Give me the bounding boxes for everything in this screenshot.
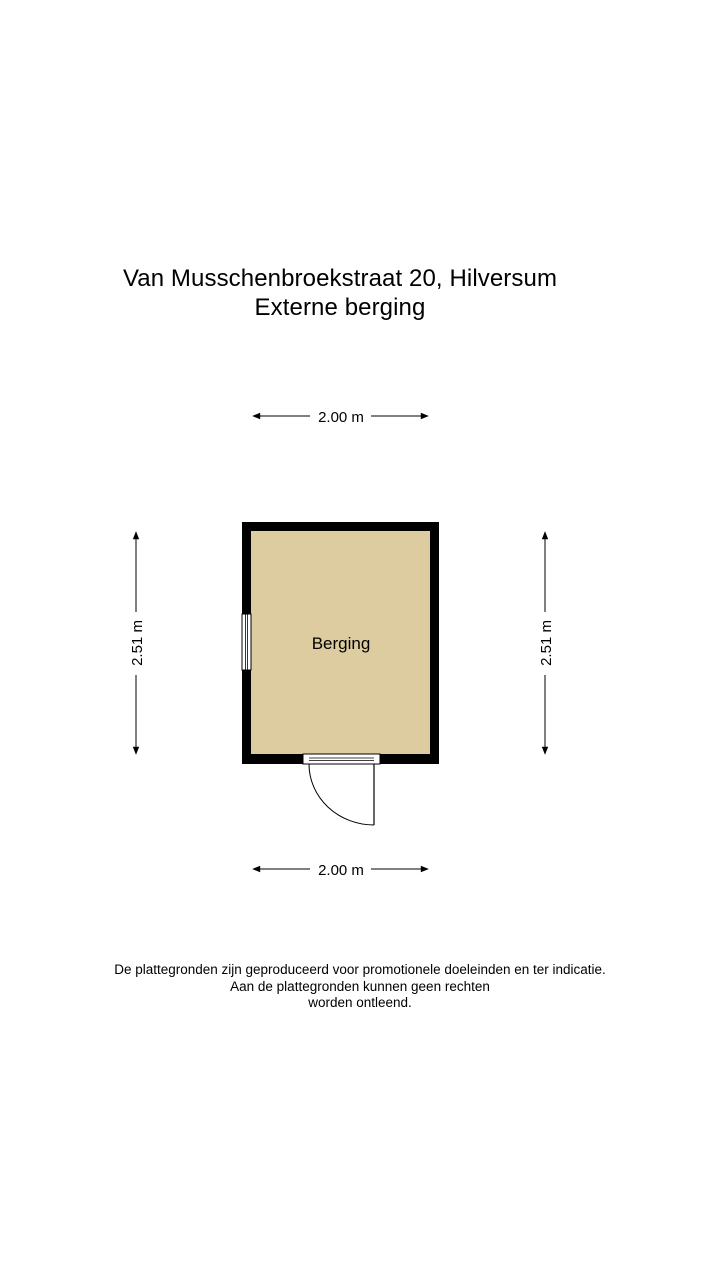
disclaimer-line: Aan de plattegronden kunnen geen rechten bbox=[230, 978, 490, 994]
door bbox=[303, 754, 380, 825]
dimension-left-label: 2.51 m bbox=[129, 620, 146, 666]
dimension-left bbox=[129, 532, 146, 754]
address-title: Van Musschenbroekstraat 20, Hilversum bbox=[122, 265, 558, 292]
room-label: Berging bbox=[311, 634, 371, 653]
dimension-right bbox=[538, 532, 555, 754]
disclaimer-line: worden ontleend. bbox=[308, 995, 412, 1010]
dimension-top-label: 2.00 m bbox=[318, 409, 364, 426]
disclaimer-line: De plattegronden zijn geproduceerd voor promotionele doeleinden en ter indicatie. bbox=[114, 962, 606, 977]
dimension-top bbox=[253, 409, 428, 426]
dimension-bottom-label: 2.00 m bbox=[318, 862, 364, 879]
floor-subtitle: Externe berging bbox=[254, 294, 426, 321]
dimension-right-label: 2.51 m bbox=[538, 620, 555, 666]
disclaimer bbox=[0, 962, 720, 1012]
window bbox=[242, 614, 251, 670]
dimension-bottom bbox=[253, 862, 428, 879]
